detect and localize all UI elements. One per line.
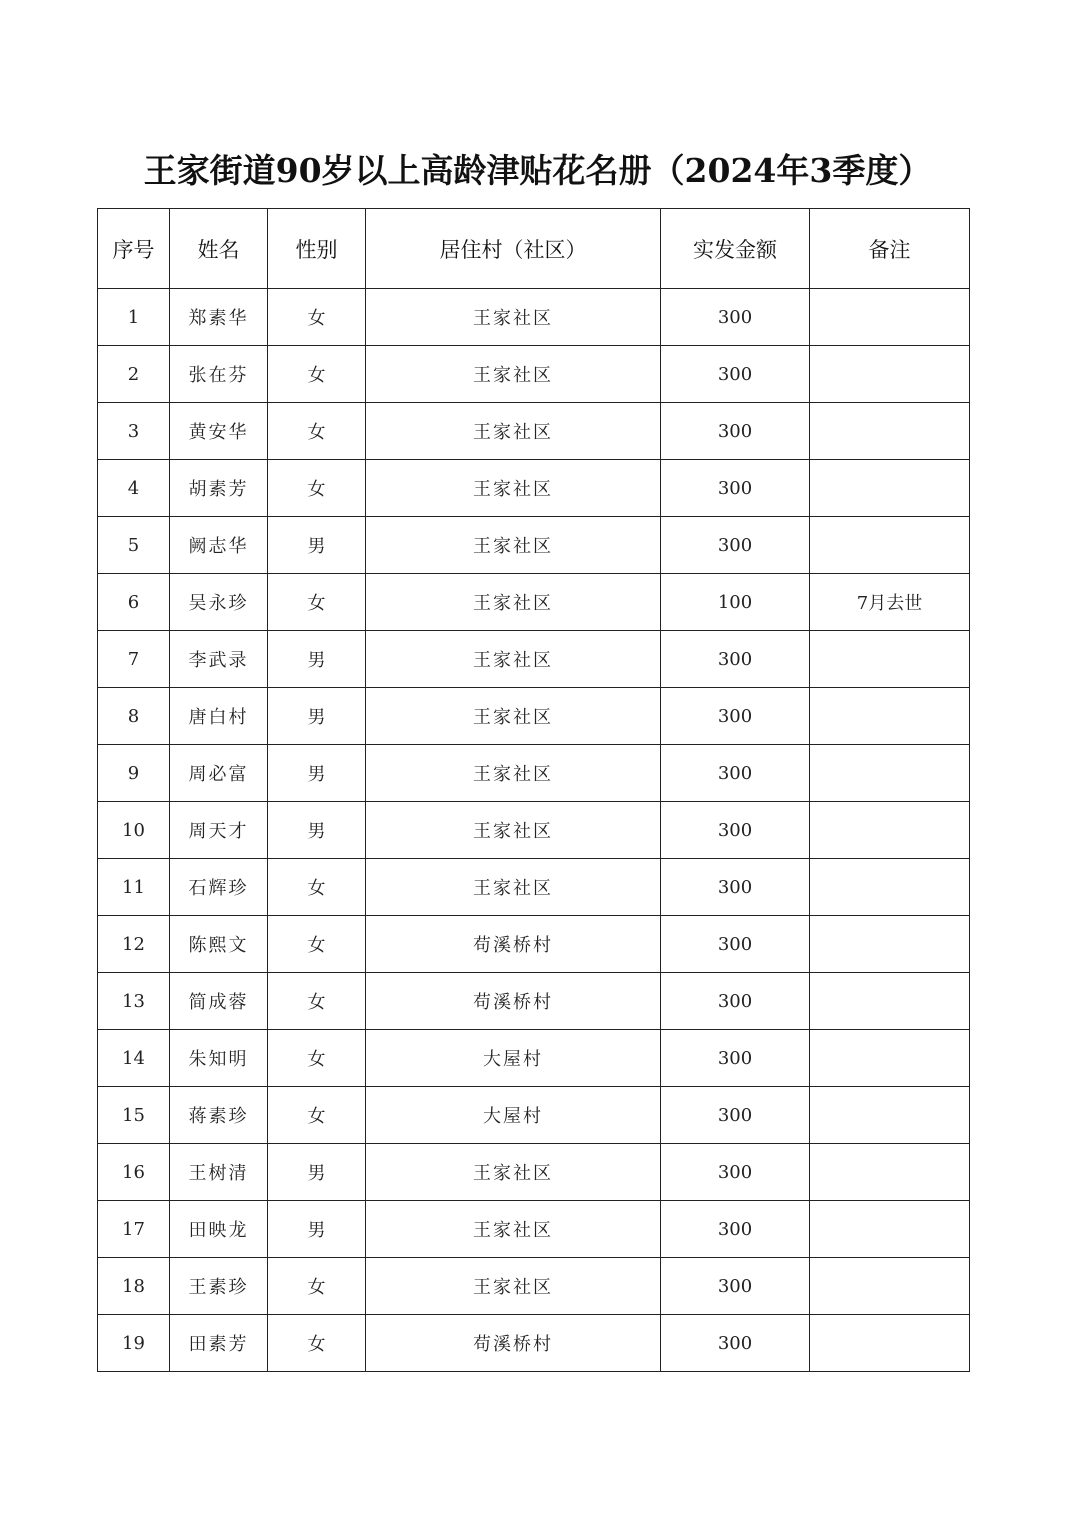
cell-name: 石辉珍: [170, 859, 268, 916]
cell-amount: 300: [661, 745, 810, 802]
cell-remark: [810, 631, 970, 688]
cell-village: 王家社区: [366, 631, 661, 688]
cell-remark: [810, 403, 970, 460]
table-row: [98, 973, 970, 1030]
table-header-row: [98, 209, 970, 289]
header-index: 序号: [98, 209, 170, 289]
cell-amount: 100: [661, 574, 810, 631]
cell-gender: 女: [268, 1315, 366, 1372]
table-row: [98, 802, 970, 859]
cell-remark: [810, 1315, 970, 1372]
cell-amount: 300: [661, 1201, 810, 1258]
cell-amount: 300: [661, 289, 810, 346]
cell-name: 朱知明: [170, 1030, 268, 1087]
cell-index: 9: [98, 745, 170, 802]
cell-amount: 300: [661, 517, 810, 574]
cell-remark: [810, 688, 970, 745]
cell-gender: 女: [268, 1258, 366, 1315]
page-title: 王家街道90岁以上高龄津贴花名册（2024年3季度）: [143, 151, 932, 190]
cell-amount: 300: [661, 1087, 810, 1144]
header-amount: 实发金额: [661, 209, 810, 289]
cell-remark: 7月去世: [810, 574, 970, 631]
cell-remark: [810, 859, 970, 916]
table-row: [98, 859, 970, 916]
cell-gender: 女: [268, 289, 366, 346]
cell-amount: 300: [661, 1258, 810, 1315]
cell-village: 王家社区: [366, 745, 661, 802]
cell-gender: 女: [268, 403, 366, 460]
cell-village: 王家社区: [366, 859, 661, 916]
cell-village: 王家社区: [366, 1201, 661, 1258]
cell-gender: 女: [268, 574, 366, 631]
table-row: [98, 346, 970, 403]
cell-gender: 男: [268, 745, 366, 802]
cell-village: 王家社区: [366, 403, 661, 460]
table-row: [98, 1030, 970, 1087]
cell-village: 王家社区: [366, 1144, 661, 1201]
cell-gender: 男: [268, 1201, 366, 1258]
cell-name: 周必富: [170, 745, 268, 802]
table-row: [98, 745, 970, 802]
cell-index: 14: [98, 1030, 170, 1087]
cell-remark: [810, 517, 970, 574]
cell-village: 王家社区: [366, 460, 661, 517]
cell-amount: 300: [661, 688, 810, 745]
cell-index: 16: [98, 1144, 170, 1201]
roster-table: [97, 208, 970, 1372]
table-row: [98, 688, 970, 745]
cell-village: 王家社区: [366, 346, 661, 403]
cell-index: 8: [98, 688, 170, 745]
table-row: [98, 1258, 970, 1315]
cell-gender: 女: [268, 460, 366, 517]
cell-village: 大屋村: [366, 1030, 661, 1087]
cell-gender: 男: [268, 1144, 366, 1201]
cell-village: 王家社区: [366, 802, 661, 859]
cell-index: 1: [98, 289, 170, 346]
header-name: 姓名: [170, 209, 268, 289]
cell-index: 15: [98, 1087, 170, 1144]
cell-village: 苟溪桥村: [366, 1315, 661, 1372]
cell-name: 李武录: [170, 631, 268, 688]
cell-village: 王家社区: [366, 574, 661, 631]
cell-name: 田素芳: [170, 1315, 268, 1372]
cell-gender: 男: [268, 517, 366, 574]
cell-remark: [810, 460, 970, 517]
table-row: [98, 1201, 970, 1258]
cell-name: 简成蓉: [170, 973, 268, 1030]
cell-name: 陈熙文: [170, 916, 268, 973]
cell-name: 张在芬: [170, 346, 268, 403]
cell-amount: 300: [661, 631, 810, 688]
cell-index: 5: [98, 517, 170, 574]
cell-gender: 女: [268, 973, 366, 1030]
cell-name: 郑素华: [170, 289, 268, 346]
cell-remark: [810, 973, 970, 1030]
cell-amount: 300: [661, 1144, 810, 1201]
cell-gender: 男: [268, 802, 366, 859]
cell-village: 苟溪桥村: [366, 973, 661, 1030]
cell-amount: 300: [661, 1315, 810, 1372]
cell-remark: [810, 802, 970, 859]
cell-village: 大屋村: [366, 1087, 661, 1144]
cell-amount: 300: [661, 460, 810, 517]
cell-index: 2: [98, 346, 170, 403]
header-village: 居住村（社区）: [366, 209, 661, 289]
table-row: [98, 1087, 970, 1144]
cell-index: 12: [98, 916, 170, 973]
cell-index: 10: [98, 802, 170, 859]
cell-amount: 300: [661, 1030, 810, 1087]
cell-name: 黄安华: [170, 403, 268, 460]
cell-index: 4: [98, 460, 170, 517]
cell-amount: 300: [661, 802, 810, 859]
cell-name: 王树清: [170, 1144, 268, 1201]
cell-amount: 300: [661, 916, 810, 973]
cell-amount: 300: [661, 346, 810, 403]
header-gender: 性别: [268, 209, 366, 289]
cell-index: 17: [98, 1201, 170, 1258]
cell-name: 唐白村: [170, 688, 268, 745]
table-row: [98, 1315, 970, 1372]
cell-village: 王家社区: [366, 517, 661, 574]
cell-remark: [810, 916, 970, 973]
cell-remark: [810, 1087, 970, 1144]
cell-village: 苟溪桥村: [366, 916, 661, 973]
table-row: [98, 517, 970, 574]
cell-gender: 女: [268, 1087, 366, 1144]
cell-index: 3: [98, 403, 170, 460]
cell-remark: [810, 1201, 970, 1258]
cell-remark: [810, 1030, 970, 1087]
cell-name: 蒋素珍: [170, 1087, 268, 1144]
cell-name: 吴永珍: [170, 574, 268, 631]
cell-index: 7: [98, 631, 170, 688]
cell-gender: 女: [268, 859, 366, 916]
cell-index: 18: [98, 1258, 170, 1315]
cell-index: 13: [98, 973, 170, 1030]
cell-remark: [810, 346, 970, 403]
cell-gender: 女: [268, 916, 366, 973]
cell-amount: 300: [661, 973, 810, 1030]
table-row: [98, 631, 970, 688]
cell-remark: [810, 1258, 970, 1315]
cell-name: 周天才: [170, 802, 268, 859]
cell-gender: 男: [268, 688, 366, 745]
table-row: [98, 1144, 970, 1201]
cell-village: 王家社区: [366, 1258, 661, 1315]
cell-village: 王家社区: [366, 289, 661, 346]
cell-name: 田映龙: [170, 1201, 268, 1258]
header-remark: 备注: [810, 209, 970, 289]
cell-name: 胡素芳: [170, 460, 268, 517]
cell-index: 19: [98, 1315, 170, 1372]
cell-name: 王素珍: [170, 1258, 268, 1315]
cell-amount: 300: [661, 403, 810, 460]
cell-remark: [810, 745, 970, 802]
cell-name: 阙志华: [170, 517, 268, 574]
table-row: [98, 289, 970, 346]
table-row: [98, 916, 970, 973]
cell-gender: 女: [268, 346, 366, 403]
table-row: [98, 403, 970, 460]
cell-remark: [810, 289, 970, 346]
cell-gender: 女: [268, 1030, 366, 1087]
table-body: [98, 289, 970, 1372]
cell-amount: 300: [661, 859, 810, 916]
table-row: [98, 574, 970, 631]
table-row: [98, 460, 970, 517]
cell-village: 王家社区: [366, 688, 661, 745]
cell-remark: [810, 1144, 970, 1201]
cell-gender: 男: [268, 631, 366, 688]
cell-index: 6: [98, 574, 170, 631]
cell-index: 11: [98, 859, 170, 916]
